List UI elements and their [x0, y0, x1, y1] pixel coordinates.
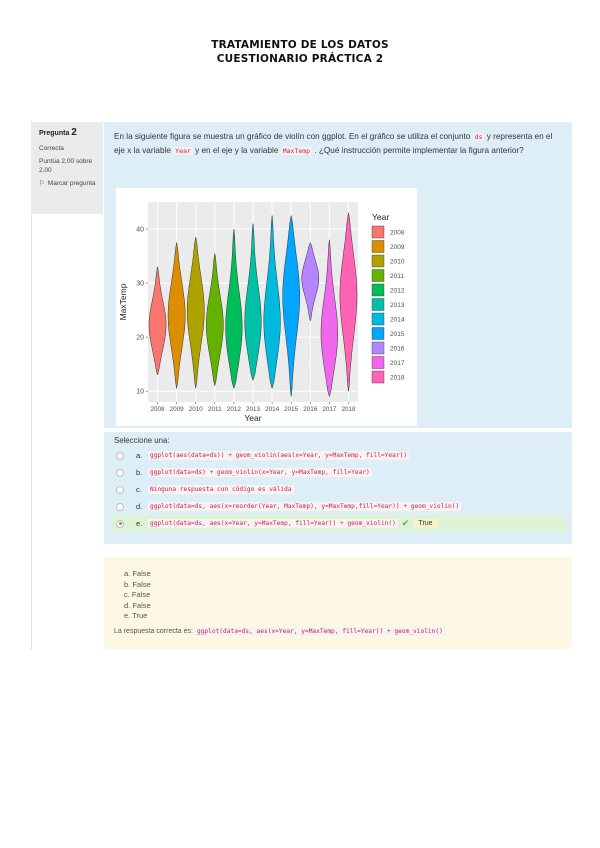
feedback-item: d. False — [124, 600, 151, 610]
feedback-list — [124, 569, 562, 622]
legend-swatch-2018 — [372, 371, 384, 383]
correct-prefix: La respuesta correcta es: — [114, 627, 193, 635]
legend-label: 2018 — [390, 374, 405, 382]
legend-label: 2011 — [390, 273, 404, 280]
feedback-item: e. True — [124, 611, 148, 620]
radio-d[interactable] — [116, 503, 124, 511]
x-tick-label: 2016 — [303, 406, 318, 413]
question-points: Puntúa 2,00 sobre 2,00 — [39, 158, 93, 174]
code-ds: ds — [474, 133, 483, 141]
y-tick-label: 40 — [136, 226, 144, 234]
option-letter: d. — [136, 502, 143, 511]
option-code: Ninguna respuesta con código es válida — [150, 486, 292, 493]
flag-question-link[interactable] — [39, 179, 97, 188]
x-tick-label: 2012 — [226, 406, 241, 413]
violin-chart-figure — [116, 188, 417, 426]
feedback-item: a. False — [124, 569, 151, 578]
y-tick-label: 20 — [136, 334, 144, 342]
option-e[interactable] — [112, 515, 566, 532]
radio-e[interactable] — [116, 520, 124, 528]
legend-label: 2013 — [390, 302, 405, 309]
option-a[interactable] — [114, 447, 562, 464]
option-letter: b. — [136, 468, 143, 477]
legend-swatch-2014 — [372, 313, 384, 325]
option-code: ggplot(data=ds, aes(x=reorder(Year, MaxTemp), y=MaxTemp,fill=Year)) + geom_violin() — [150, 503, 460, 510]
radio-b[interactable] — [116, 469, 124, 477]
question-text-panel — [104, 122, 572, 428]
option-code: ggplot(data=ds) + geom_violin(x=Year, y=MaxTemp, fill=Year) — [150, 469, 370, 476]
radio-a[interactable] — [116, 452, 124, 460]
option-b[interactable] — [114, 464, 562, 481]
option-code: ggplot(data=ds, aes(x=Year, y=MaxTemp, fill=Year)) + geom_violin() — [150, 520, 396, 527]
feedback-item: c. False — [124, 590, 151, 599]
legend-swatch-2015 — [372, 328, 384, 340]
question-text-c: y en el eje y la variable — [195, 146, 279, 155]
check-icon: ✔ — [401, 518, 410, 528]
option-letter: e. — [136, 519, 143, 528]
legend-title: Year — [372, 212, 390, 222]
x-axis-label: Year — [244, 413, 262, 423]
violin-chart — [116, 188, 417, 426]
legend-swatch-2011 — [372, 270, 384, 282]
option-letter: c. — [136, 485, 142, 494]
answer-panel — [104, 432, 572, 544]
x-tick-label: 2013 — [245, 406, 261, 413]
flag-label: Marcar pregunta — [47, 180, 96, 187]
x-tick-label: 2011 — [208, 406, 222, 413]
question-text-a: En la siguiente figura se muestra un gráfico de violín con ggplot. En el gráfico se utiliza el conjunto — [114, 132, 471, 141]
legend-swatch-2013 — [372, 299, 384, 311]
title-line-1: TRATAMIENTO DE LOS DATOS — [211, 39, 389, 51]
code-maxtemp: MaxTemp — [282, 147, 311, 155]
question-text — [114, 130, 562, 158]
x-tick-label: 2015 — [284, 406, 299, 413]
feedback-panel — [104, 557, 572, 649]
flag-icon: ⚐ — [39, 180, 45, 187]
legend-label: 2017 — [390, 360, 405, 367]
legend-swatch-2010 — [372, 255, 384, 267]
legend-label: 2010 — [390, 258, 405, 266]
document-title — [0, 38, 600, 66]
legend-swatch-2012 — [372, 284, 384, 296]
question-number-value: 2 — [71, 127, 77, 138]
option-code: ggplot(aes(data=ds)) + geom_violin(aes(x=Year, y=MaxTemp, fill=Year)) — [150, 452, 408, 459]
legend-label: 2008 — [390, 229, 405, 237]
legend-label: 2009 — [390, 244, 405, 251]
question-info-panel — [31, 122, 103, 214]
legend-swatch-2017 — [372, 357, 384, 369]
question-status: Correcta — [39, 145, 64, 152]
feedback-item: b. False — [124, 579, 151, 589]
legend-label: 2016 — [390, 345, 405, 353]
legend-swatch-2008 — [372, 226, 384, 238]
x-tick-label: 2009 — [169, 406, 184, 413]
x-tick-label: 2017 — [322, 406, 337, 413]
title-line-2: CUESTIONARIO PRÁCTICA 2 — [216, 53, 384, 65]
y-tick-label: 10 — [136, 388, 144, 396]
legend-label: 2014 — [390, 316, 405, 324]
correct-answer — [114, 628, 562, 635]
x-tick-label: 2010 — [188, 406, 203, 413]
radio-c[interactable] — [116, 486, 124, 494]
legend-label: 2015 — [390, 331, 405, 338]
question-label: Pregunta — [39, 130, 70, 137]
x-tick-label: 2018 — [341, 406, 356, 413]
legend-label: 2012 — [390, 287, 405, 295]
y-tick-label: 30 — [136, 280, 144, 288]
question-number — [39, 128, 97, 138]
legend-swatch-2016 — [372, 342, 384, 354]
option-c[interactable] — [114, 481, 562, 498]
y-axis-label: MaxTemp — [118, 283, 128, 321]
correct-code: ggplot(data=ds, aes(x=Year, y=MaxTemp, fill=Year)) + geom_violin() — [196, 627, 443, 635]
true-badge: True — [413, 519, 437, 528]
option-d[interactable] — [114, 498, 562, 515]
code-year: Year — [175, 147, 191, 155]
question-text-b: y representa en el eje x la variable — [114, 132, 553, 155]
question-text-d: . ¿Qué instrucción permite implementar la figura anterior? — [314, 146, 524, 155]
legend-swatch-2009 — [372, 241, 384, 253]
option-letter: a. — [136, 451, 143, 460]
x-tick-label: 2014 — [265, 406, 280, 413]
select-label: Seleccione una: — [114, 436, 170, 445]
x-tick-label: 2008 — [150, 406, 165, 413]
